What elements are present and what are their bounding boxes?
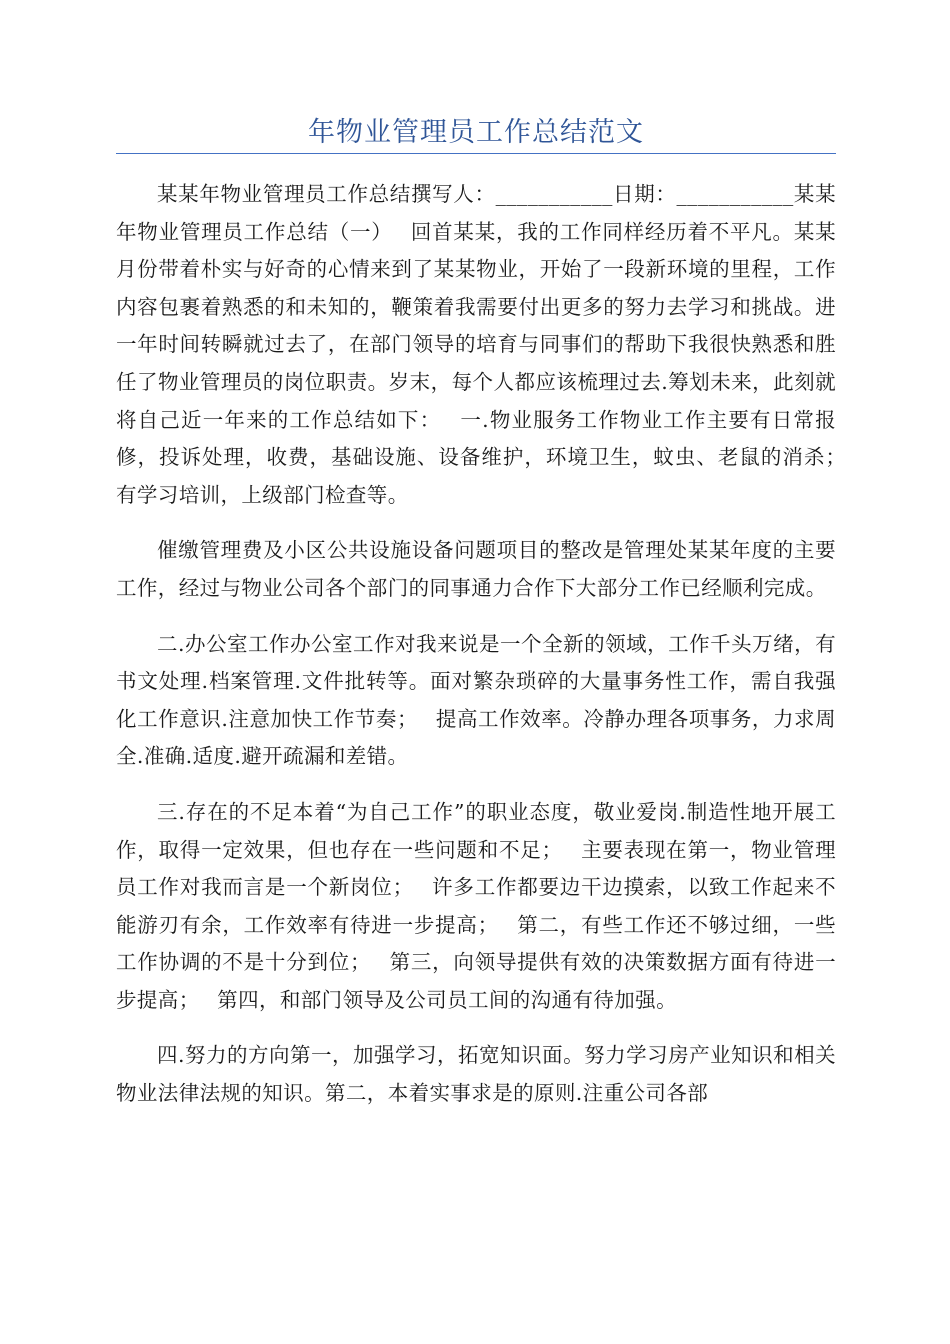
document-page: [116, 0, 864, 1131]
title-underline: [116, 153, 836, 154]
paragraph-fee-collection: 催缴管理费及小区公共设施设备问题项目的整改是管理处某某年度的主要工作，经过与物业公司各个部门的同事通力合作下大部分工作已经顺利完成。: [116, 538, 836, 600]
paragraph-direction: 四.努力的方向第一，加强学习，拓宽知识面。努力学习房产业知识和相关物业法律法规的知识。第二，本着实事求是的原则.注重公司各部: [116, 1043, 836, 1106]
document-body: [116, 176, 864, 1113]
paragraph-shortcomings: 三.存在的不足本着“为自己工作”的职业态度，敬业爱岗.制造性地开展工作，取得一定效果，但也存在一些问题和不足； 主要表现在第一，物业管理员工作对我而言是一个新岗位； 许多工作都要边干边摸索，以致工作起来不能游刃有余，工作效率有待进一步提高； 第二，有些工作还不够过细，一些工作协调的不是十分到位； 第三，向领导提供有效的决策数据方面有待进一步提高； 第四，和部门领导及公司员工间的沟通有待加强。: [116, 799, 836, 1012]
document-title: 年物业管理员工作总结范文: [308, 117, 644, 148]
paragraph-intro: 某某年物业管理员工作总结撰写人：___________日期：___________某某年物业管理员工作总结（一） 回首某某，我的工作同样经历着不平凡。某某月份带着朴实与好奇的心情来到了某某物业，开始了一段新环境的里程，工作内容包裹着熟悉的和未知的，鞭策着我需要付出更多的努力去学习和挑战。进一年时间转瞬就过去了，在部门领导的培育与同事们的帮助下我很快熟悉和胜任了物业管理员的岗位职责。岁末，每个人都应该梳理过去.筹划未来，此刻就将自己近一年来的工作总结如下： 一.物业服务工作物业工作主要有日常报修，投诉处理，收费，基础设施、设备维护，环境卫生，蚊虫、老鼠的消杀； 有学习培训，上级部门检查等。: [116, 182, 864, 507]
paragraph-office-work: 二.办公室工作办公室工作对我来说是一个全新的领域，工作千头万绪，有书文处理.档案管理.文件批转等。面对繁杂琐碎的大量事务性工作，需自我强化工作意识.注意加快工作节奏； 提高工作效率。冷静办理各项事务，力求周全.准确.适度.避开疏漏和差错。: [116, 631, 836, 769]
